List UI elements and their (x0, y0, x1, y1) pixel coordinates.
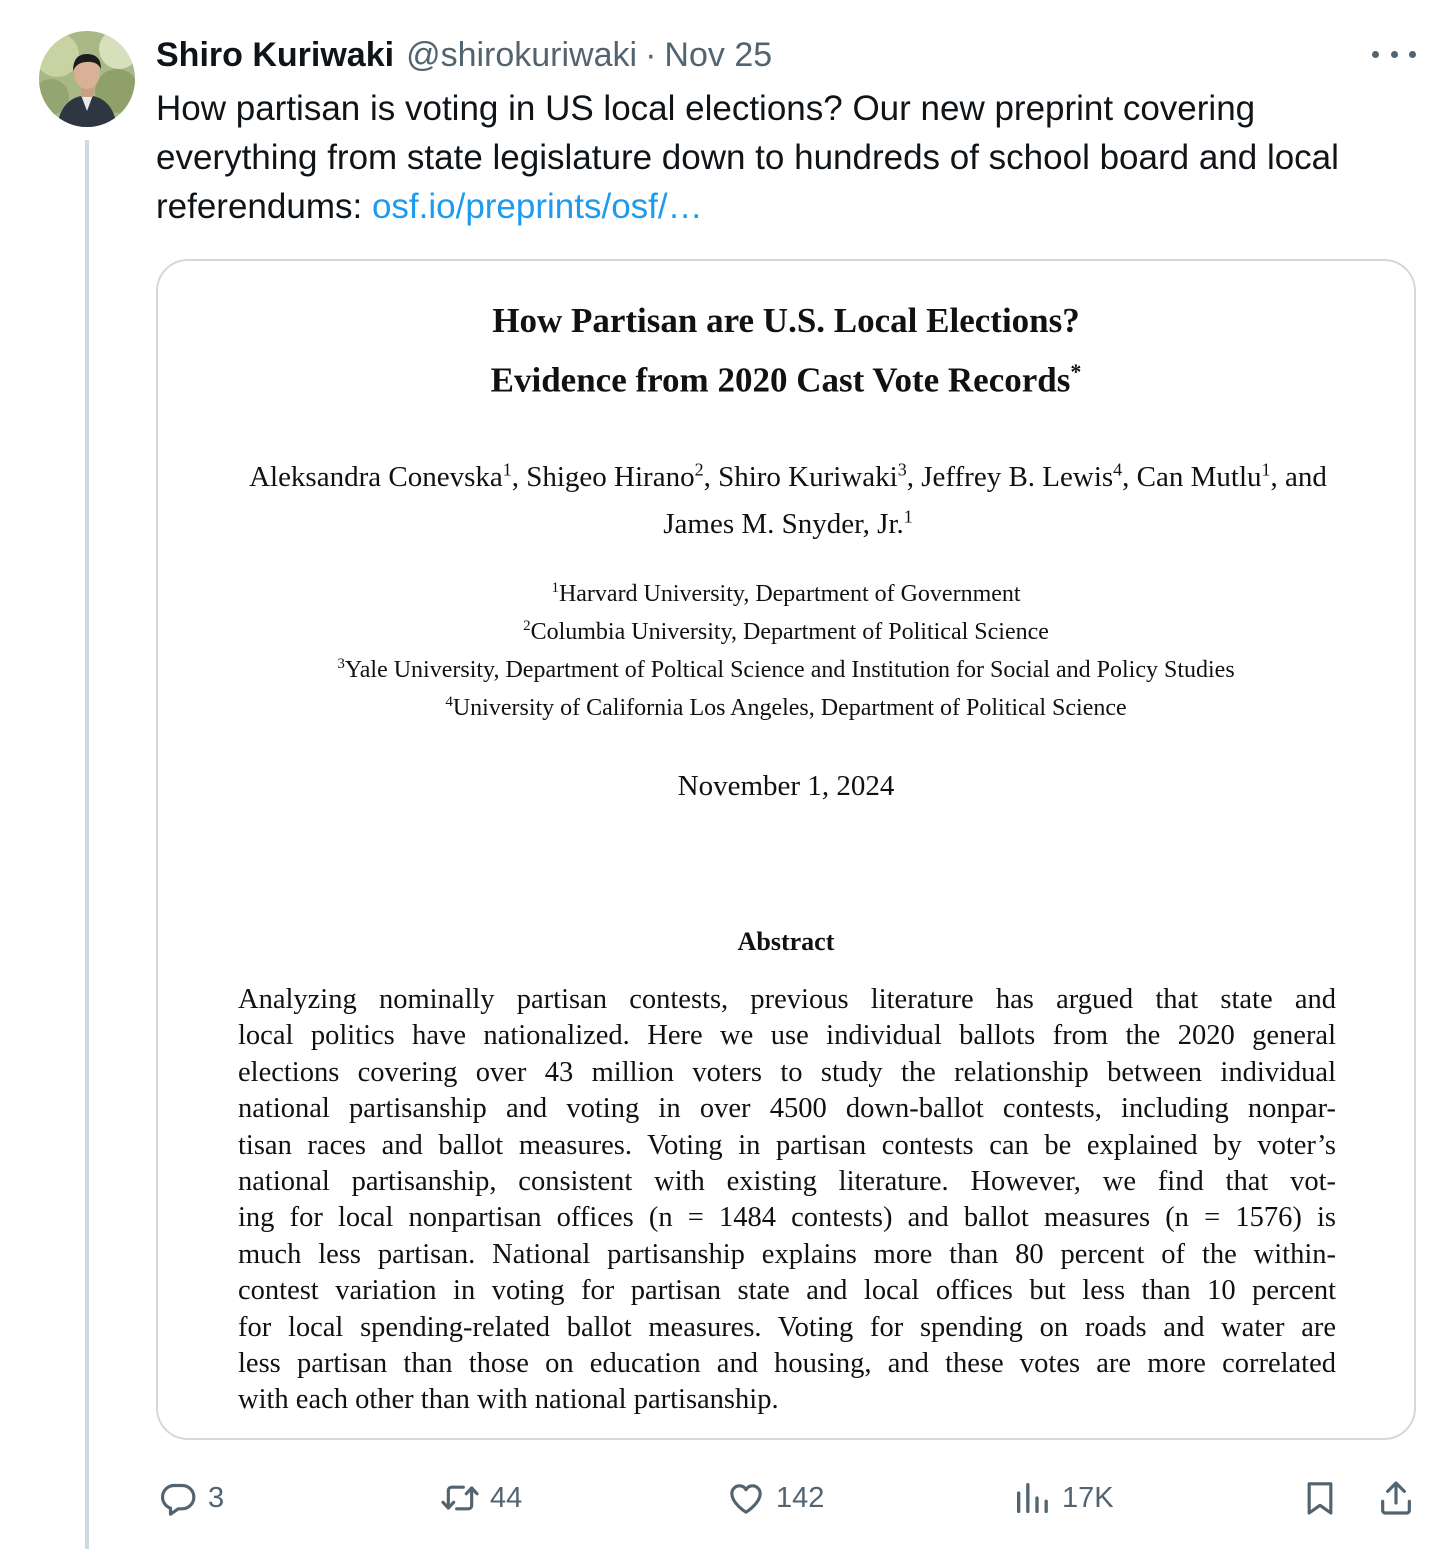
affiliation-line (158, 610, 1414, 648)
share-icon (1376, 1478, 1416, 1518)
abstract-line: tisan races and ballot measures. Voting in partisan contests can be explained by voter’s (238, 1129, 1336, 1161)
affiliation-sup: 2 (523, 618, 531, 634)
more-options-button[interactable] (1372, 40, 1416, 68)
tweet-body: How partisan is voting in US local elections? Our new preprint covering everything from state legislature down to hundreds of school board and local referendums: (156, 89, 1339, 226)
more-dot-icon (1409, 51, 1416, 58)
affiliation-sup: 4 (445, 694, 453, 710)
tweet-date[interactable]: Nov 25 (664, 35, 773, 74)
heart-icon (726, 1478, 766, 1518)
affiliation-text: University of California Los Angeles, Department of Political Science (452, 695, 1127, 721)
affiliation-line (158, 648, 1414, 686)
author-sup: 1 (502, 459, 512, 479)
preprint-link[interactable]: osf.io/preprints/osf/… (371, 187, 703, 226)
paper-date: November 1, 2024 (677, 770, 895, 802)
author-sep: , (703, 460, 719, 493)
tweet-header (156, 33, 772, 77)
abstract-line: much less partisan. National partisanship explains more than 80 percent of the within- (238, 1238, 1336, 1270)
author-sep: , (1122, 460, 1137, 493)
author-name-text: Shiro Kuriwaki (718, 460, 898, 493)
abstract-line: Analyzing nominally partisan contests, previous literature has argued that state and (238, 984, 1336, 1015)
views-icon (1012, 1478, 1052, 1518)
more-dot-icon (1391, 51, 1398, 58)
paper-affiliations (158, 572, 1414, 724)
reply-count: 3 (208, 1481, 225, 1514)
abstract-heading: Abstract (737, 927, 835, 956)
abstract-line: national partisanship and voting in over 4500 down-ballot contests, including nonpar- (238, 1093, 1336, 1125)
author-entry (526, 461, 718, 493)
author-sup: 1 (1261, 459, 1271, 479)
abstract-line: less partisan than those on education and housing, and these votes are more correlated (238, 1348, 1336, 1380)
abstract-line: local politics have nationalized. Here we use individual ballots from the 2020 general (238, 1020, 1336, 1052)
action-bar (0, 1476, 1456, 1520)
paper-title-line2 (158, 359, 1414, 401)
author-sup: 1 (903, 506, 913, 527)
author-entry (663, 508, 913, 540)
paper-title-line2-text: Evidence from 2020 Cast Vote Records (490, 360, 1071, 400)
author-sup: 4 (1113, 459, 1123, 479)
bookmark-icon (1300, 1478, 1340, 1518)
views-count: 17K (1062, 1481, 1114, 1514)
affiliation-text: Yale University, Department of Poltical Science and Institution for Social and Policy Studies (344, 657, 1235, 683)
author-name-text: Aleksandra Conevska (249, 460, 503, 493)
thread-line (85, 140, 89, 1549)
author-entry (718, 461, 921, 493)
author-sep: , (511, 460, 527, 493)
reply-icon (158, 1478, 198, 1518)
author-name[interactable]: Shiro Kuriwaki (156, 35, 395, 74)
author-name-text: Can Mutlu (1136, 460, 1262, 493)
paper-image (158, 261, 1414, 1438)
avatar-image (39, 31, 135, 127)
retweet-count: 44 (490, 1481, 523, 1514)
author-sup: 3 (897, 459, 907, 479)
affiliation-text: Columbia University, Department of Political Science (530, 619, 1049, 645)
affiliation-sup: 3 (337, 656, 345, 672)
author-entry (249, 461, 526, 493)
paper-title-line1: How Partisan are U.S. Local Elections? (492, 301, 1080, 340)
abstract-line: ing for local nonpartisan offices (n = 1484 contests) and ballot measures (n = 1576) is (238, 1202, 1336, 1234)
paper-authors (168, 449, 1408, 544)
author-sep: , and (1270, 460, 1327, 493)
retweet-icon (440, 1478, 480, 1518)
author-name-text: James M. Snyder, Jr. (663, 508, 904, 541)
affiliation-line (158, 686, 1414, 724)
tweet-text (156, 84, 1396, 231)
author-name-text: Shigeo Hirano (526, 460, 695, 493)
author-entry (1137, 461, 1327, 493)
affiliation-line (158, 572, 1414, 610)
more-dot-icon (1372, 51, 1379, 58)
author-entry (921, 461, 1136, 493)
author-sep: , (906, 460, 922, 493)
author-sup: 2 (694, 459, 704, 479)
reply-button[interactable] (158, 1476, 224, 1520)
share-button[interactable] (1376, 1476, 1416, 1520)
abstract-line: contest variation in voting for partisan state and local offices but less than 10 percent (238, 1275, 1336, 1307)
bookmark-button[interactable] (1300, 1476, 1340, 1520)
abstract-body (238, 982, 1336, 1419)
affiliation-text: Harvard University, Department of Government (558, 581, 1021, 607)
author-name-text: Jeffrey B. Lewis (921, 460, 1114, 493)
avatar[interactable] (39, 31, 135, 127)
media-card[interactable] (156, 259, 1416, 1440)
abstract-line: national partisanship, consistent with existing literature. However, we find that vot- (238, 1166, 1336, 1198)
title-footnote-mark: * (1070, 359, 1082, 384)
abstract-line: elections covering over 43 million voters to study the relationship between individual (238, 1056, 1336, 1088)
retweet-button[interactable] (440, 1476, 522, 1520)
header-separator: · (645, 35, 657, 74)
views-button[interactable] (1012, 1476, 1114, 1520)
like-count: 142 (776, 1481, 825, 1514)
like-button[interactable] (726, 1476, 824, 1520)
author-handle[interactable]: @shirokuriwaki (406, 35, 638, 74)
affiliation-sup: 1 (551, 580, 559, 596)
abstract-line: for local spending-related ballot measures. Voting for spending on roads and water are (238, 1311, 1336, 1343)
abstract-line: with each other than with national partisanship. (238, 1384, 779, 1416)
